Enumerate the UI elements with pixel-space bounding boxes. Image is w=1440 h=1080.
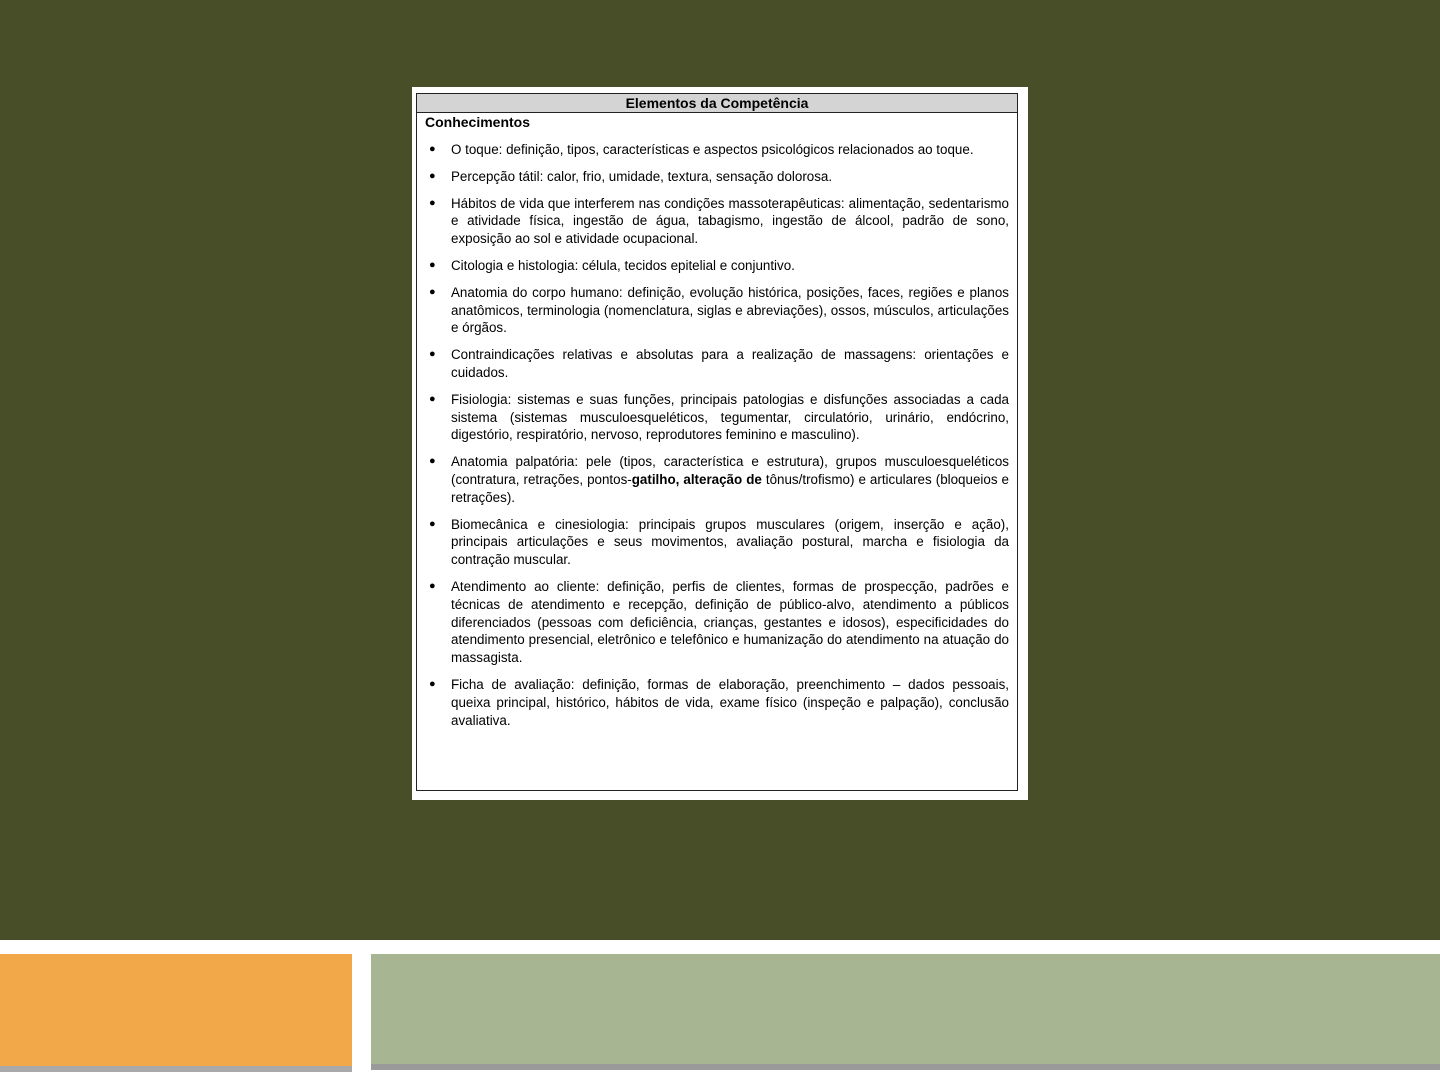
list-item [417, 391, 1017, 444]
list-item-text: Biomecânica e cinesiologia: principais grupos musculares (origem, inserção e ação), principais articulações e seus movimentos, avaliação postural, marcha e fisiologia da contração muscular. [451, 516, 1009, 568]
footer-orange-shadow [0, 1066, 352, 1072]
bullet-icon: ● [429, 196, 436, 209]
list-item [417, 284, 1017, 337]
bullet-icon: ● [429, 258, 436, 271]
list-item [417, 195, 1017, 248]
list-item-text: Anatomia do corpo humano: definição, evolução histórica, posições, faces, regiões e planos anatômicos, terminologia (nomenclatura, siglas e abreviações), ossos, músculos, articulações e órgãos. [451, 284, 1009, 336]
section-title: Conhecimentos [425, 114, 531, 130]
footer-green-shadow [371, 1064, 1440, 1070]
list-item-bold-text: gatilho, alteração de [631, 471, 762, 487]
list-item-text: Anatomia palpatória: pele (tipos, característica e estrutura), grupos musculoesqueléticos (contratura, retrações, pontos- [451, 454, 1009, 487]
bullet-icon: ● [429, 677, 436, 690]
list-item-text: Fisiologia: sistemas e suas funções, principais patologias e disfunções associadas a cada sistema (sistemas musculoesqueléticos, tegumentar, circulatório, urinário, endócrino, digestório, respiratório, nervoso, reprodutores feminino e masculino). [451, 391, 1009, 443]
bullet-icon: ● [429, 169, 436, 182]
list-item-text: tônus/trofismo) e articulares (bloqueios e retrações). [451, 471, 1009, 505]
document-image [412, 87, 1028, 800]
bullet-icon: ● [429, 348, 436, 361]
footer-orange-block [0, 954, 352, 1066]
bullet-icon: ● [429, 579, 436, 592]
list-item [417, 676, 1017, 729]
bullet-icon: ● [429, 143, 436, 155]
list-item [417, 141, 1017, 159]
list-item-text: Ficha de avaliação: definição, formas de elaboração, preenchimento – dados pessoais, queixa principal, histórico, hábitos de vida, exame físico (inspeção e palpação), conclusão avaliativa. [451, 676, 1009, 728]
list-item [417, 346, 1017, 382]
bullet-icon: ● [429, 517, 436, 530]
competence-table [416, 93, 1018, 791]
list-item-text: Hábitos de vida que interferem nas condições massoterapêuticas: alimentação, sedentarismo e atividade física, ingestão de água, tabagismo, ingestão de álcool, padrão de sono, exposição ao sol e atividade ocupacional. [451, 195, 1009, 247]
list-item-text: Citologia e histologia: célula, tecidos epitelial e conjuntivo. [451, 257, 795, 273]
list-item-text: Percepção tátil: calor, frio, umidade, textura, sensação dolorosa. [451, 168, 833, 184]
bullet-icon: ● [429, 392, 436, 405]
bullet-icon: ● [429, 285, 436, 298]
list-item [417, 453, 1017, 506]
list-item [417, 578, 1017, 667]
footer-green-block [371, 954, 1440, 1064]
list-item-text: Atendimento ao cliente: definição, perfis de clientes, formas de prospecção, padrões e técnicas de atendimento e recepção, definição de público-alvo, atendimento a públicos diferenciados (pessoas com deficiência, crianças, gestantes e idosos), especificidades do atendimento presencial, eletrônico e telefônico e humanização do atendimento na atuação do massagista. [451, 578, 1009, 666]
list-item-text: Contraindicações relativas e absolutas para a realização de massagens: orientações e cuidados. [451, 347, 1009, 380]
list-item [417, 168, 1017, 186]
table-header: Elementos da Competência [417, 94, 1017, 113]
list-item-text: O toque: definição, tipos, características e aspectos psicológicos relacionados ao toque. [451, 142, 974, 157]
list-item [417, 516, 1017, 569]
knowledge-list [417, 141, 1017, 729]
list-item [417, 257, 1017, 275]
bullet-icon: ● [429, 455, 436, 468]
